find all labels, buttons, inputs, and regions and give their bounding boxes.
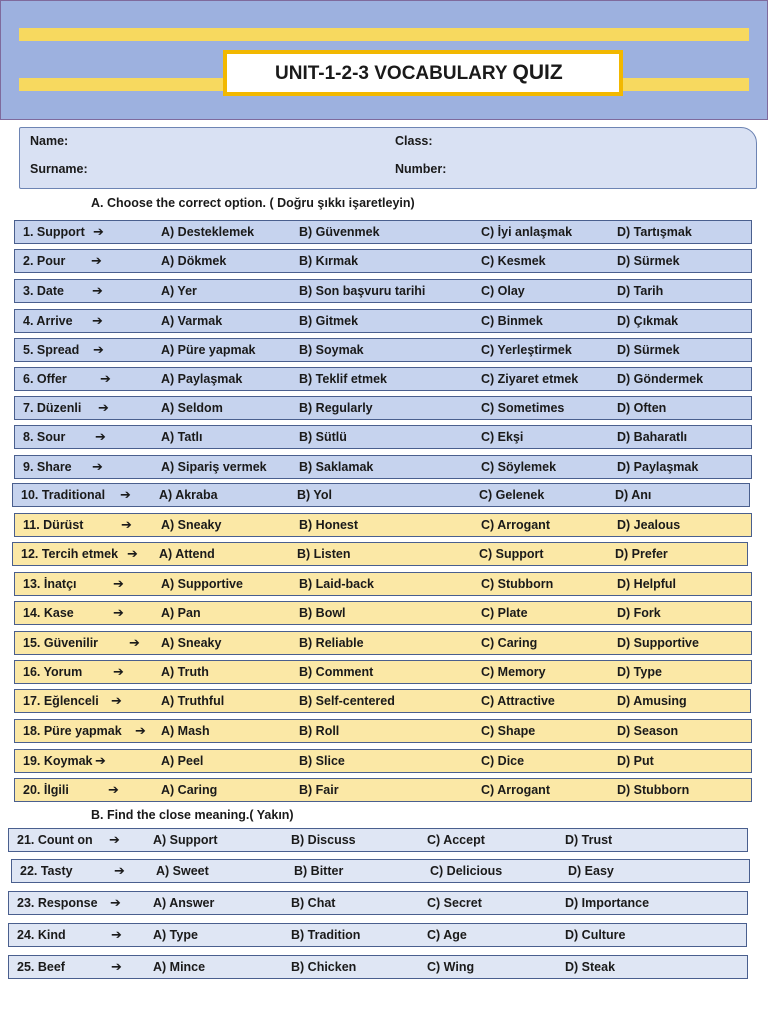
option-c[interactable]: C) Attractive <box>481 694 555 708</box>
question-term: 23. Response <box>17 896 98 910</box>
option-c[interactable]: C) Caring <box>481 636 538 650</box>
question-row <box>8 891 748 915</box>
option-d[interactable]: D) Helpful <box>617 577 677 591</box>
question-term: 17. Eğlenceli <box>23 694 99 708</box>
option-a[interactable]: A) Pan <box>161 606 201 620</box>
arrow-icon: ➔ <box>98 400 109 415</box>
option-d[interactable]: D) Easy <box>568 864 614 878</box>
question-row <box>14 338 752 362</box>
question-row <box>11 859 750 883</box>
question-term: 18. Püre yapmak <box>23 724 122 738</box>
option-c[interactable]: C) Sometimes <box>481 401 565 415</box>
question-term: 5. Spread <box>23 343 80 357</box>
decorative-stripe <box>19 28 749 41</box>
option-c[interactable]: C) Memory <box>481 665 546 679</box>
option-d[interactable]: D) Put <box>617 754 654 768</box>
option-d[interactable]: D) Sürmek <box>617 254 680 268</box>
option-b[interactable]: B) Soymak <box>299 343 364 357</box>
question-row <box>14 513 752 537</box>
question-term: 12. Tercih etmek <box>21 547 119 561</box>
question-term: 11. Dürüst <box>23 518 84 532</box>
option-d[interactable]: D) Season <box>617 724 679 738</box>
option-b[interactable]: B) Güvenmek <box>299 225 380 239</box>
quiz-title-last: QUIZ <box>512 61 563 84</box>
arrow-icon: ➔ <box>127 546 138 561</box>
question-term: 20. İlgili <box>23 783 69 797</box>
question-term: 4. Arrive <box>23 314 73 328</box>
option-c[interactable]: C) Olay <box>481 284 525 298</box>
question-row <box>14 572 752 596</box>
section-a-title: A. Choose the correct option. ( Doğru şıkkı işaretleyin) <box>91 196 415 210</box>
option-c[interactable]: C) Dice <box>481 754 525 768</box>
student-info-box <box>19 127 757 189</box>
option-d[interactable]: D) Prefer <box>615 547 668 561</box>
arrow-icon: ➔ <box>121 517 132 532</box>
arrow-icon: ➔ <box>93 224 104 239</box>
arrow-icon: ➔ <box>95 753 106 768</box>
question-term: 15. Güvenilir <box>23 636 99 650</box>
option-b[interactable]: B) Laid-back <box>299 577 375 591</box>
arrow-icon: ➔ <box>129 635 140 650</box>
option-a[interactable]: A) Caring <box>161 783 218 797</box>
option-a[interactable]: A) Sipariş vermek <box>161 460 267 474</box>
question-row <box>14 220 752 244</box>
question-term: 21. Count on <box>17 833 93 847</box>
option-d[interactable]: D) Tarih <box>617 284 664 298</box>
question-term: 9. Share <box>23 460 72 474</box>
arrow-icon: ➔ <box>111 959 122 974</box>
option-d[interactable]: D) Göndermek <box>617 372 704 386</box>
option-d[interactable]: D) Type <box>617 665 662 679</box>
option-b[interactable]: B) Bitter <box>294 864 344 878</box>
option-b[interactable]: B) Honest <box>299 518 359 532</box>
option-d[interactable]: D) Baharatlı <box>617 430 688 444</box>
question-row <box>14 749 752 773</box>
option-b[interactable]: B) Yol <box>297 488 332 502</box>
option-a[interactable]: A) Truth <box>161 665 209 679</box>
option-d[interactable]: D) Trust <box>565 833 613 847</box>
question-term: 24. Kind <box>17 928 66 942</box>
option-a[interactable]: A) Sneaky <box>161 636 222 650</box>
question-row <box>8 955 748 979</box>
option-d[interactable]: D) Sürmek <box>617 343 680 357</box>
option-a[interactable]: A) Dökmek <box>161 254 227 268</box>
option-a[interactable]: A) Sweet <box>156 864 209 878</box>
option-b[interactable]: B) Chicken <box>291 960 357 974</box>
option-c[interactable]: C) Stubborn <box>481 577 554 591</box>
question-term: 3. Date <box>23 284 64 298</box>
question-term: 6. Offer <box>23 372 67 386</box>
option-a[interactable]: A) Mince <box>153 960 206 974</box>
question-term: 10. Traditional <box>21 488 106 502</box>
question-term: 14. Kase <box>23 606 74 620</box>
option-d[interactable]: D) Stubborn <box>617 783 690 797</box>
option-b[interactable]: B) Discuss <box>291 833 356 847</box>
option-c[interactable]: C) Binmek <box>481 314 543 328</box>
option-d[interactable]: D) Fork <box>617 606 661 620</box>
option-b[interactable]: B) Listen <box>297 547 351 561</box>
option-b[interactable]: B) Teklif etmek <box>299 372 387 386</box>
question-term: 25. Beef <box>17 960 65 974</box>
question-row <box>14 367 752 391</box>
option-a[interactable]: A) Püre yapmak <box>161 343 256 357</box>
question-row <box>14 660 752 684</box>
option-c[interactable]: C) Age <box>427 928 467 942</box>
question-term: 16. Yorum <box>23 665 83 679</box>
arrow-icon: ➔ <box>110 895 121 910</box>
option-a[interactable]: A) Supportive <box>161 577 243 591</box>
arrow-icon: ➔ <box>95 429 106 444</box>
option-b[interactable]: B) Reliable <box>299 636 364 650</box>
question-row <box>12 483 750 507</box>
question-row <box>14 719 752 743</box>
option-b[interactable]: B) Self-centered <box>299 694 395 708</box>
option-a[interactable]: A) Sneaky <box>161 518 222 532</box>
option-d[interactable]: D) Çıkmak <box>617 314 679 328</box>
option-b[interactable]: B) Saklamak <box>299 460 374 474</box>
question-row <box>14 249 752 273</box>
question-row <box>14 455 752 479</box>
option-a[interactable]: A) Type <box>153 928 198 942</box>
option-b[interactable]: B) Chat <box>291 896 336 910</box>
option-a[interactable]: A) Seldom <box>161 401 223 415</box>
option-c[interactable]: C) İyi anlaşmak <box>481 225 573 239</box>
option-b[interactable]: B) Sütlü <box>299 430 347 444</box>
option-c[interactable]: C) Kesmek <box>481 254 546 268</box>
question-term: 7. Düzenli <box>23 401 82 415</box>
question-row <box>14 689 751 713</box>
arrow-icon: ➔ <box>108 782 119 797</box>
quiz-title <box>223 50 623 96</box>
option-d[interactable]: D) Amusing <box>617 694 687 708</box>
question-term: 13. İnatçı <box>23 577 77 591</box>
option-b[interactable]: B) Tradition <box>291 928 361 942</box>
option-c[interactable]: C) Plate <box>481 606 528 620</box>
class-label: Class: <box>395 134 433 148</box>
option-a[interactable]: A) Varmak <box>161 314 223 328</box>
option-a[interactable]: A) Akraba <box>159 488 218 502</box>
option-b[interactable]: B) Bowl <box>299 606 346 620</box>
option-c[interactable]: C) Delicious <box>430 864 503 878</box>
option-d[interactable]: D) Steak <box>565 960 616 974</box>
surname-label: Surname: <box>30 162 88 176</box>
arrow-icon: ➔ <box>135 723 146 738</box>
question-row <box>14 425 752 449</box>
arrow-icon: ➔ <box>100 371 111 386</box>
question-row <box>8 923 747 947</box>
option-c[interactable]: C) Wing <box>427 960 475 974</box>
arrow-icon: ➔ <box>111 693 122 708</box>
question-term: 22. Tasty <box>20 864 73 878</box>
arrow-icon: ➔ <box>111 927 122 942</box>
arrow-icon: ➔ <box>120 487 131 502</box>
option-d[interactable]: D) Often <box>617 401 667 415</box>
option-c[interactable]: C) Secret <box>427 896 482 910</box>
option-d[interactable]: D) Jealous <box>617 518 681 532</box>
question-row <box>14 631 752 655</box>
quiz-title-text: UNIT-1-2-3 VOCABULARY <box>275 63 508 84</box>
option-a[interactable]: A) Tatlı <box>161 430 203 444</box>
question-term: 19. Koymak <box>23 754 93 768</box>
option-b[interactable]: B) Son başvuru tarihi <box>299 284 426 298</box>
question-row <box>12 542 748 566</box>
question-term: 2. Pour <box>23 254 66 268</box>
option-b[interactable]: B) Roll <box>299 724 340 738</box>
option-b[interactable]: B) Kırmak <box>299 254 359 268</box>
option-c[interactable]: C) Support <box>479 547 544 561</box>
question-row <box>14 279 752 303</box>
option-a[interactable]: A) Mash <box>161 724 210 738</box>
arrow-icon: ➔ <box>113 576 124 591</box>
option-a[interactable]: A) Paylaşmak <box>161 372 243 386</box>
option-c[interactable]: C) Ziyaret etmek <box>481 372 579 386</box>
option-a[interactable]: A) Support <box>153 833 218 847</box>
option-c[interactable]: C) Shape <box>481 724 536 738</box>
option-c[interactable]: C) Gelenek <box>479 488 545 502</box>
option-c[interactable]: C) Söylemek <box>481 460 557 474</box>
question-row <box>14 309 752 333</box>
option-a[interactable]: A) Peel <box>161 754 204 768</box>
question-row <box>14 778 752 802</box>
option-b[interactable]: B) Fair <box>299 783 339 797</box>
arrow-icon: ➔ <box>109 832 120 847</box>
option-d[interactable]: D) Importance <box>565 896 650 910</box>
name-label: Name: <box>30 134 69 148</box>
arrow-icon: ➔ <box>92 459 103 474</box>
option-b[interactable]: B) Slice <box>299 754 345 768</box>
option-a[interactable]: A) Yer <box>161 284 197 298</box>
arrow-icon: ➔ <box>92 313 103 328</box>
option-b[interactable]: B) Gitmek <box>299 314 359 328</box>
option-a[interactable]: A) Desteklemek <box>161 225 255 239</box>
option-a[interactable]: A) Attend <box>159 547 215 561</box>
option-a[interactable]: A) Truthful <box>161 694 225 708</box>
option-c[interactable]: C) Arrogant <box>481 518 550 532</box>
option-b[interactable]: B) Comment <box>299 665 374 679</box>
title-banner <box>0 0 768 120</box>
arrow-icon: ➔ <box>91 253 102 268</box>
arrow-icon: ➔ <box>114 863 125 878</box>
option-a[interactable]: A) Answer <box>153 896 215 910</box>
question-row <box>14 601 752 625</box>
option-c[interactable]: C) Accept <box>427 833 485 847</box>
section-b-title: B. Find the close meaning.( Yakın) <box>91 808 294 822</box>
question-term: 1. Support <box>23 225 85 239</box>
option-c[interactable]: C) Yerleştirmek <box>481 343 572 357</box>
option-c[interactable]: C) Ekşi <box>481 430 524 444</box>
arrow-icon: ➔ <box>113 664 124 679</box>
question-row <box>8 828 748 852</box>
arrow-icon: ➔ <box>92 283 103 298</box>
option-d[interactable]: D) Supportive <box>617 636 699 650</box>
number-label: Number: <box>395 162 447 176</box>
option-d[interactable]: D) Culture <box>565 928 626 942</box>
option-d[interactable]: D) Tartışmak <box>617 225 692 239</box>
option-d[interactable]: D) Paylaşmak <box>617 460 699 474</box>
option-c[interactable]: C) Arrogant <box>481 783 550 797</box>
question-term: 8. Sour <box>23 430 66 444</box>
question-row <box>14 396 752 420</box>
option-d[interactable]: D) Anı <box>615 488 652 502</box>
arrow-icon: ➔ <box>93 342 104 357</box>
arrow-icon: ➔ <box>113 605 124 620</box>
option-b[interactable]: B) Regularly <box>299 401 373 415</box>
